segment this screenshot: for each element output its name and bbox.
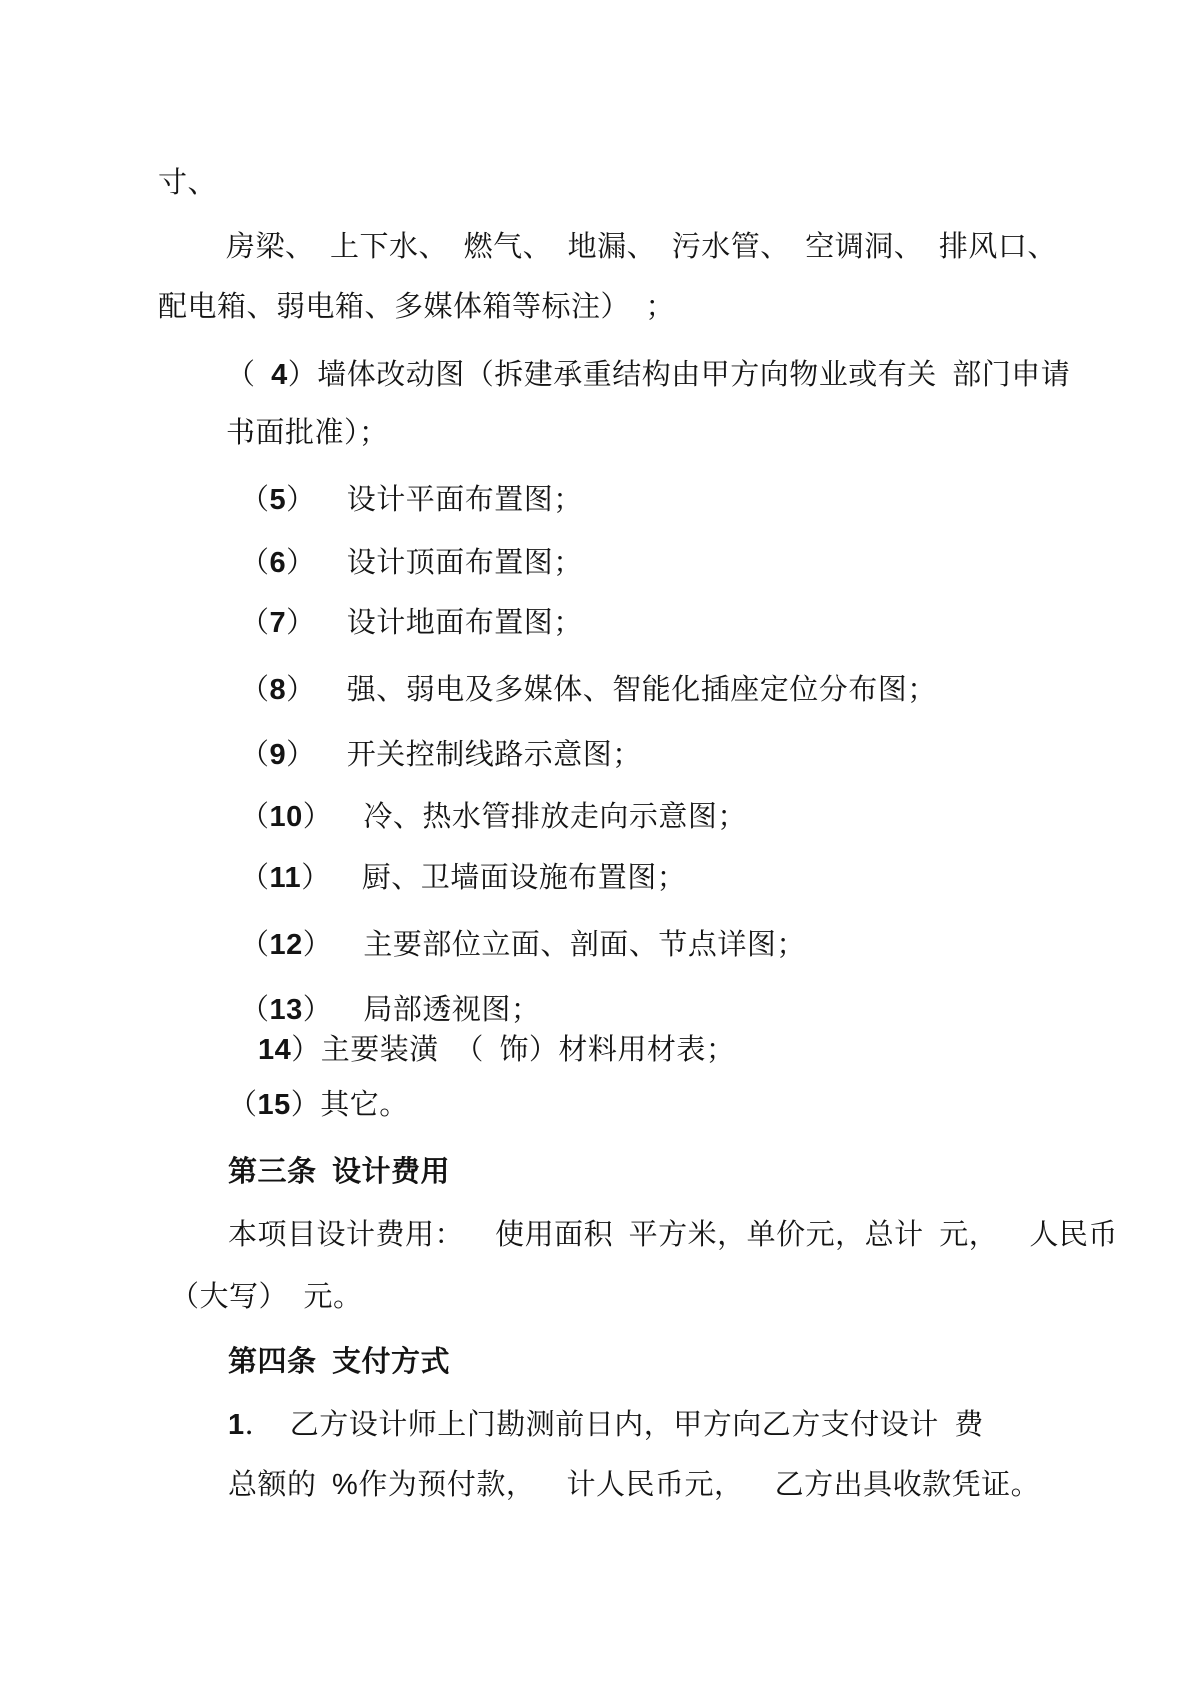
list-number: 9 [269,739,287,771]
document-line-12: （11） 厨、卫墙面设施布置图； [240,862,687,894]
list-number: 4 [271,359,288,391]
document-line-9: （8） 强、弱电及多媒体、智能化插座定位分布图； [240,674,937,706]
list-number: 15 [257,1089,291,1121]
document-line-21: 1． 乙方设计师上门勘测前日内，甲方向乙方支付设计 费 [228,1409,984,1441]
document-line-6: （5） 设计平面布置图； [240,484,583,516]
document-line-7: （6） 设计顶面布置图； [240,547,583,579]
document-line-11: （10） 冷、热水管排放走向示意图； [240,801,747,833]
document-line-18: 本项目设计费用： 使用面积 平方米，单价元，总计 元， 人民币 [228,1219,1118,1251]
document-line-22: 总额的 %作为预付款， 计人民币元， 乙方出具收款凭证。 [228,1469,1041,1501]
document-line-8: （7） 设计地面布置图； [240,607,583,639]
list-number: 11 [269,862,302,894]
document-line-14: （13） 局部透视图； [240,994,541,1026]
document-line-20: 第四条 支付方式 [228,1346,451,1378]
document-line-1: 寸、 [158,167,218,199]
list-number: 14 [258,1034,292,1066]
document-line-10: （9） 开关控制线路示意图； [240,739,642,771]
document-line-3: 配电箱、弱电箱、多媒体箱等标注） ； [158,291,676,323]
document-line-16: （15）其它。 [228,1089,409,1121]
list-number: 13 [269,994,303,1026]
list-number: 10 [269,801,303,833]
document-line-13: （12） 主要部位立面、剖面、节点详图； [240,929,806,961]
list-number: 6 [269,547,287,579]
list-number: 8 [269,674,287,706]
document-line-2: 房梁、 上下水、 燃气、 地漏、 污水管、 空调洞、 排风口、 [226,231,1057,263]
document-line-4: （ 4）墙体改动图（拆建承重结构由甲方向物业或有关 部门申请 [226,359,1071,391]
list-number: 5 [269,484,287,516]
document-line-15: 14）主要装潢 （ 饰）材料用材表； [258,1034,736,1066]
list-number: 12 [269,929,303,961]
document-line-19: （大写） 元。 [170,1281,363,1313]
list-number: 1 [228,1409,245,1441]
document-line-5: 书面批准）； [226,417,389,449]
document-line-17: 第三条 设计费用 [228,1156,451,1188]
list-number: 7 [269,607,287,639]
